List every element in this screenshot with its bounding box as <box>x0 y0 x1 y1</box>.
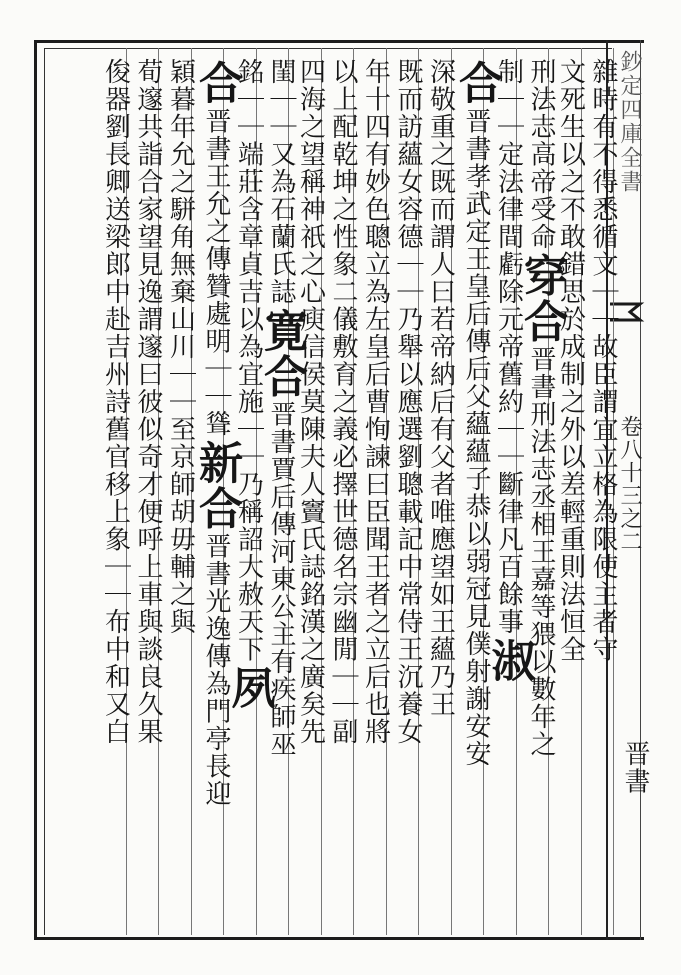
heading-character: 寛合 <box>256 307 307 399</box>
text-segment: 既而訪蘊女容德｜｜乃舉以應選劉聰載記中常侍王沉養女 <box>393 58 423 746</box>
heading-character: 淑 <box>483 637 535 683</box>
text-column <box>191 58 242 808</box>
text-segment: 制｜｜定法律 <box>493 58 524 223</box>
text-segment: 文死生以之不敢錯思於成制之外以差輕重則法恒全 <box>555 58 586 663</box>
text-segment: 深敬重之既而謂人曰若帝納后有父者唯應望如王蘊乃王 <box>425 58 456 718</box>
text-segment: 閨｜｜又為石蘭氏誌 <box>266 58 296 306</box>
text-column <box>357 58 395 746</box>
text-segment: 晋書光逸傳為門亭長迎 <box>201 532 231 808</box>
text-segment: 以為宜施｜｜乃稱詔大赦天下 <box>233 305 264 663</box>
text-segment: 以上配乾坤之性象二儀敷育之義必擇世德名宗幽閒｜｜副 <box>328 58 358 746</box>
text-column <box>129 58 167 746</box>
text-segment: 晋書孝武定王皇后傳后父蘊蘊子恭以弱冠見僕射謝安安 <box>461 107 491 768</box>
text-column <box>97 58 135 746</box>
text-segment: 刑法志高帝受命 <box>526 58 556 251</box>
heading-character: 合 <box>451 60 502 106</box>
text-segment: 銘｜｜端莊含章貞吉 <box>233 58 264 306</box>
text-column <box>162 58 200 636</box>
text-column <box>324 58 362 746</box>
text-column <box>389 58 427 746</box>
text-segment: 晋書王允之傳贊處明｜｜聳 <box>201 107 231 438</box>
text-segment: 穎暮年允之駢角無棄山川 <box>165 58 196 361</box>
heading-character: 合 <box>191 60 242 106</box>
text-segment: 間虧除元帝舊約｜｜斷律凡百餘事 <box>493 223 524 636</box>
text-segment: 晋書 <box>620 740 650 795</box>
text-segment: ｜｜至京師胡毋輔之與 <box>165 360 196 636</box>
text-column <box>451 58 502 768</box>
text-segment: 晋書賈后傳河東公主有疾師巫 <box>266 400 296 758</box>
text-column <box>422 58 460 718</box>
heading-character: 新合 <box>191 439 242 531</box>
text-segment: 四海之望稱神祇之心庾信侯莫陳夫人竇氏誌銘漢之廣矣先 <box>295 58 326 746</box>
text-segment: 年十四有妙色聰立為左皇后曹恂諫曰臣聞王者之立后也將 <box>360 58 391 746</box>
margin-fragment-column <box>616 740 654 795</box>
margin-title: 鈔定四庫全書 <box>617 50 642 194</box>
heading-character: 夙 <box>223 665 275 711</box>
text-segment: 雜時有不得悉循文｜｜故臣謂宜立格為限使主者守 <box>588 58 618 663</box>
text-segment: 荀邃共詣合家望見逸謂邃曰彼似奇才便呼上車與談良久果 <box>133 58 163 746</box>
heading-character: 穿合 <box>516 252 567 344</box>
text-column <box>584 58 622 663</box>
text-segment: 俊器劉長卿送梁郎中赴吉州詩舊官移上象｜｜布中和又白 <box>100 58 131 746</box>
margin-juan-number: 卷八十三之二 <box>617 415 642 553</box>
text-segment: 晋書刑法志丞相王嘉等猥以數年之 <box>526 345 556 758</box>
